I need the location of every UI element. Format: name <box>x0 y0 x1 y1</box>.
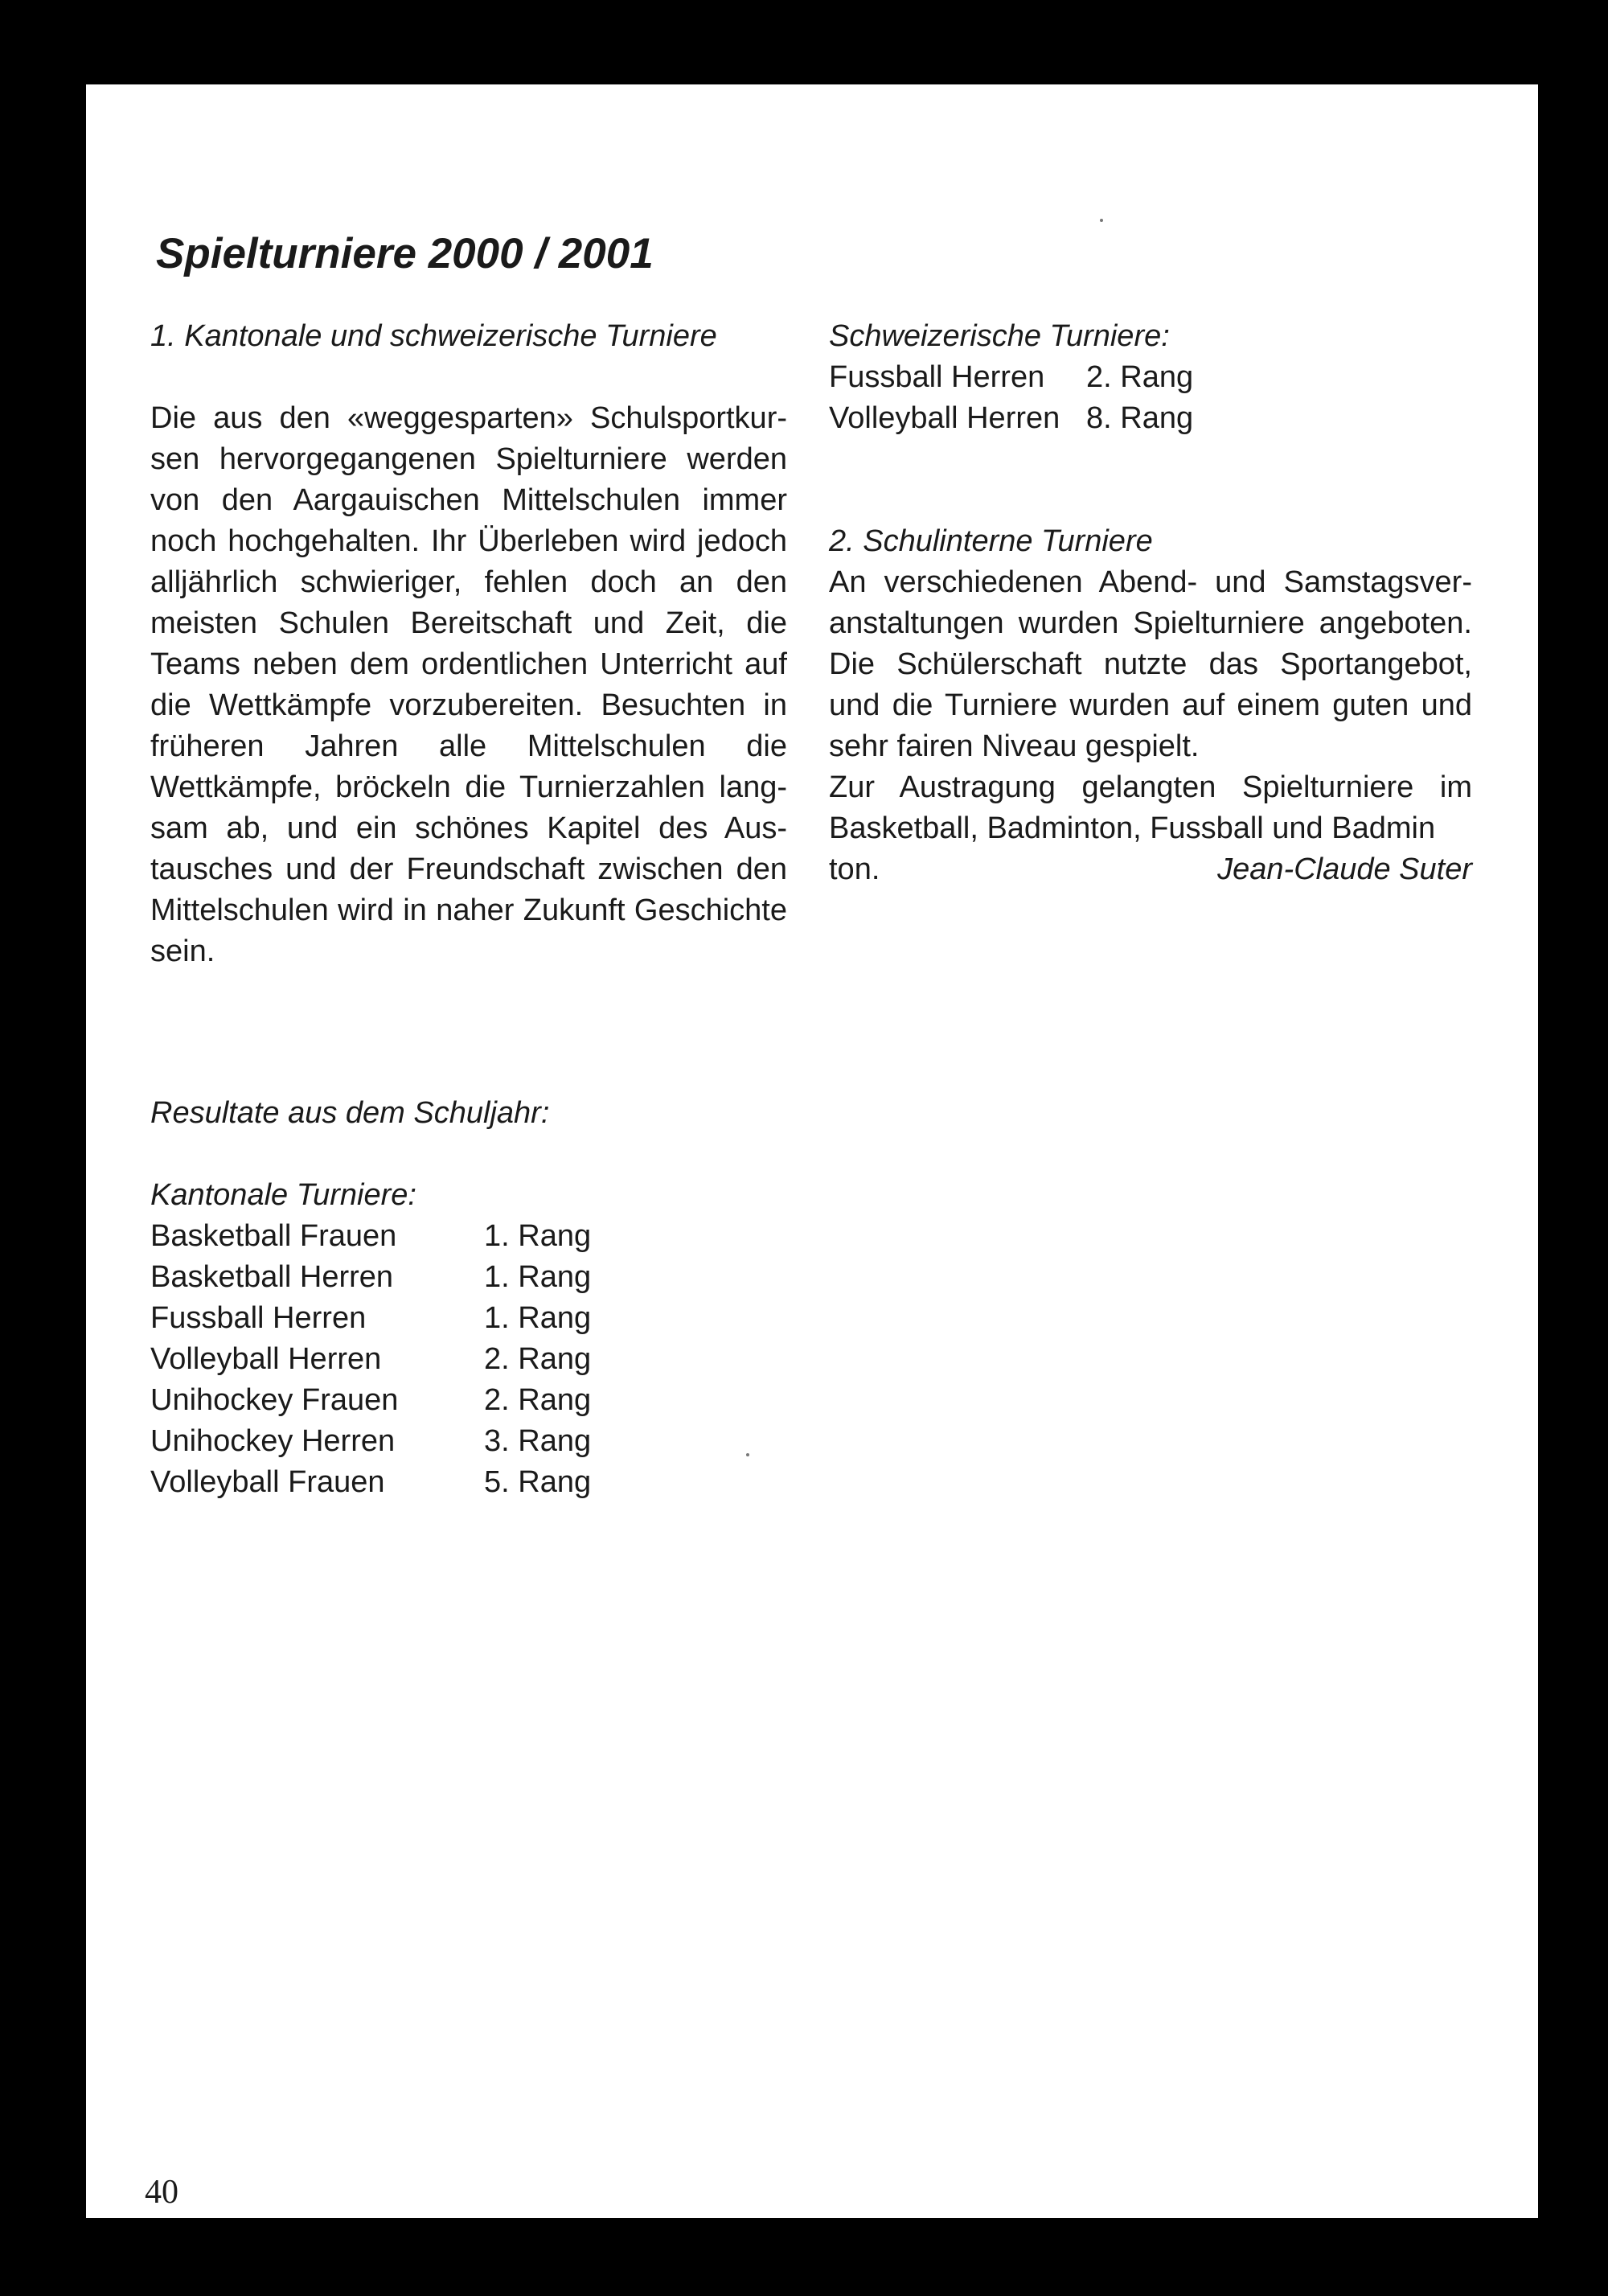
page-number: 40 <box>145 2174 178 2211</box>
schweiz-results <box>829 316 1472 439</box>
rank-value: 1. Rang <box>484 1260 592 1294</box>
sport-name: Unihockey Frauen <box>150 1383 399 1417</box>
result-row <box>150 1339 787 1380</box>
result-row <box>150 1216 787 1257</box>
kantonal-results <box>150 1175 787 1503</box>
sport-name: Basketball Frauen <box>150 1219 397 1253</box>
rank-value: 2. Rang <box>484 1342 592 1376</box>
result-row <box>150 1380 787 1421</box>
rank-value: 2. Rang <box>484 1383 592 1417</box>
right-column <box>829 316 1472 890</box>
section2-heading: 2. Schulinterne Turniere <box>829 524 1153 558</box>
sport-name: Unihockey Herren <box>150 1424 396 1458</box>
kantonal-heading: Kantonale Turniere: <box>150 1178 416 1212</box>
sport-name: Fussball Herren <box>150 1301 367 1335</box>
result-row <box>150 1257 787 1298</box>
rank-value: 8. Rang <box>1086 401 1194 435</box>
rank-value: 5. Rang <box>484 1465 592 1499</box>
section1-heading: 1. Kantonale und schweizerische Turniere <box>150 319 717 353</box>
scan-speck <box>746 1453 749 1456</box>
rank-value: 2. Rang <box>1086 360 1194 394</box>
author-line <box>829 849 1472 890</box>
sport-name: Volleyball Frauen <box>150 1465 385 1499</box>
author-name: Jean-Claude Suter <box>1217 852 1472 886</box>
result-row <box>829 357 1472 398</box>
rank-value: 1. Rang <box>484 1219 592 1253</box>
section2-paragraph-1: An verschiedenen Abend- und Samstagsveranstaltungen wurden Spielturniere angeboten. Die Schülerschaft nutzte das Sportangebot, und die Turniere wurden auf einem guten und sehr fairen Niveau gespielt. <box>829 565 1472 763</box>
section2-paragraph-2: Zur Austragung gelangten Spielturniere im Basketball, Badminton, Fussball und Badmin <box>829 770 1472 845</box>
result-row <box>150 1462 787 1503</box>
left-column <box>150 316 787 972</box>
sport-name: Volleyball Herren <box>829 401 1060 435</box>
document-page <box>86 84 1538 2218</box>
sport-name: Basketball Herren <box>150 1260 394 1294</box>
results-block <box>150 1093 787 1503</box>
page-title: Spielturniere 2000 / 2001 <box>156 230 654 277</box>
rank-value: 1. Rang <box>484 1301 592 1335</box>
results-heading: Resultate aus dem Schuljahr: <box>150 1096 550 1130</box>
sport-name: Fussball Herren <box>829 360 1045 394</box>
result-row <box>150 1421 787 1462</box>
section1-paragraph: Die aus den «weggesparten» Schulsportkursen hervorgegangenen Spielturniere werden von den Aargauischen Mittelschulen immer noch hochgehalten. Ihr Überleben wird jedoch alljährlich schwieriger, fehlen doch an den meisten Schulen Bereitschaft und Zeit, die Teams neben dem ordentlichen Unterricht auf die Wettkämpfe vorzubereiten. Besuchten in früheren Jahren alle Mittelschulen die Wettkämpfe, bröckeln die Turnierzahlen langsam ab, und ein schönes Kapitel des Austausches und der Freundschaft zwischen den Mittelschulen wird in naher Zukunft Geschichte sein. <box>150 401 787 968</box>
section2-last-fragment: ton. <box>829 852 880 886</box>
result-row <box>150 1298 787 1339</box>
rank-value: 3. Rang <box>484 1424 592 1458</box>
result-row <box>829 398 1472 439</box>
sport-name: Volleyball Herren <box>150 1342 382 1376</box>
scan-speck <box>1100 219 1103 222</box>
schweiz-heading: Schweizerische Turniere: <box>829 319 1170 353</box>
